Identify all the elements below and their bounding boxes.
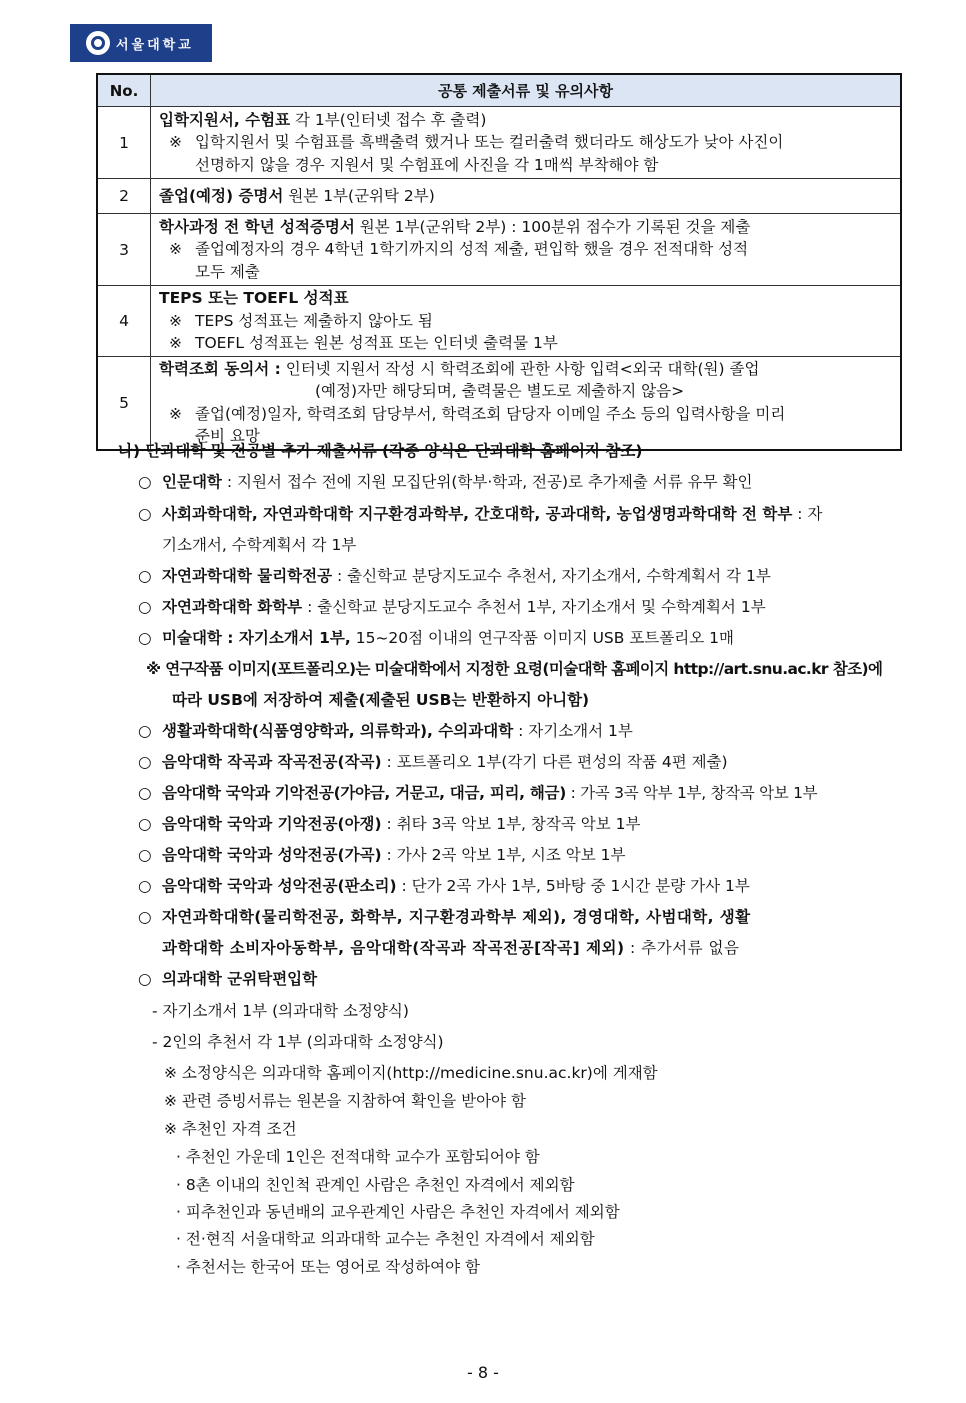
circle-bullet-icon: ○: [138, 846, 152, 864]
row-number: 1: [97, 107, 151, 179]
row-note: 졸업예정자의 경우 4학년 1학기까지의 성적 제출, 편입학 했을 경우 전적대학 성적: [195, 240, 749, 259]
item-text: : 취타 3곡 악보 1부, 창작곡 악보 1부: [381, 815, 641, 833]
item-text: : 자기소개서 1부: [513, 722, 633, 740]
circle-bullet-icon: ○: [138, 970, 152, 988]
item-text-continued: 기소개서, 수학계획서 각 1부: [162, 536, 357, 554]
item-title: 음악대학 국악과 성악전공(가곡): [162, 846, 382, 864]
row-content: [151, 179, 902, 214]
note-symbol: ※: [169, 404, 182, 423]
circle-bullet-icon: ○: [138, 784, 152, 802]
page-number: - 8 -: [467, 1363, 499, 1382]
row-text: 원본 1부(군위탁 2부) : 100분위 점수가 기록된 것을 제출: [354, 217, 751, 236]
row-text: 각 1부(인터넷 접수 후 출력): [290, 110, 487, 129]
item-title: 미술대학 : 자기소개서 1부,: [162, 629, 351, 647]
item-text: : 단가 2곡 가사 1부, 5바탕 중 1시간 분량 가사 1부: [396, 877, 750, 895]
bullet-item: · 8촌 이내의 친인척 관계인 사람은 추천인 자격에서 제외함: [176, 1176, 575, 1194]
table-row: [97, 356, 901, 450]
table-header-row: [97, 74, 901, 107]
item-title: 음악대학 국악과 성악전공(판소리): [162, 877, 397, 895]
item-text: : 추가서류 없음: [624, 939, 740, 957]
row-text-continued: (예정)자만 해당되며, 출력물은 별도로 제출하지 않음>: [315, 382, 685, 400]
circle-bullet-icon: ○: [138, 722, 152, 740]
item-text-continued: [162, 937, 739, 959]
table-row: [97, 286, 901, 357]
list-item: [138, 565, 771, 587]
row-title: 학력조회 동의서 :: [159, 359, 281, 378]
item-text: : 출신학교 분당지도교수 추천서 1부, 자기소개서 및 수학계획서 1부: [302, 598, 766, 616]
circle-bullet-icon: ○: [138, 753, 152, 771]
row-note: TEPS 성적표는 제출하지 않아도 됨: [195, 311, 433, 330]
note-symbol: ※: [169, 240, 182, 259]
circle-bullet-icon: ○: [138, 815, 152, 833]
university-logo: [70, 24, 212, 62]
item-title: 의과대학 군위탁편입학: [162, 970, 318, 988]
note-symbol: ※: [169, 334, 182, 352]
note-item: ※ 추천인 자격 조건: [164, 1120, 297, 1138]
row-note: 준비 요망: [195, 427, 260, 445]
note-item: ※ 관련 증빙서류는 원본을 지참하여 확인을 받아야 함: [164, 1092, 526, 1110]
list-item: [138, 906, 751, 928]
list-item: [138, 471, 752, 493]
bullet-item: · 추천인 가운데 1인은 전적대학 교수가 포함되어야 함: [176, 1148, 540, 1166]
item-text: : 포트폴리오 1부(각기 다른 편성의 작품 4편 제출): [381, 753, 728, 771]
dash-item: - 자기소개서 1부 (의과대학 소정양식): [152, 1002, 409, 1020]
item-text: : 지원서 접수 전에 지원 모집단위(학부·학과, 전공)로 추가제출 서류 유무 확인: [221, 473, 753, 491]
header-no: No.: [97, 74, 151, 107]
item-title: 자연과학대학(물리학전공, 화학부, 지구환경과학부 제외), 경영대학, 사범대학, 생활: [162, 908, 751, 926]
circle-bullet-icon: ○: [138, 629, 152, 647]
note-symbol: ※: [169, 311, 182, 330]
row-note: 졸업(예정)일자, 학력조회 담당부서, 학력조회 담당자 이메일 주소 등의 입력사항을 미리: [195, 404, 786, 423]
list-item: [138, 968, 317, 990]
list-item: [138, 627, 734, 649]
note-symbol: ※: [169, 133, 182, 152]
list-item: [138, 503, 822, 525]
list-item: [138, 596, 766, 618]
circle-bullet-icon: ○: [138, 505, 152, 523]
header-title: 공통 제출서류 및 유의사항: [151, 74, 902, 107]
row-text: 원본 1부(군위탁 2부): [283, 186, 435, 205]
bullet-item: · 전·현직 서울대학교 의과대학 교수는 추천인 자격에서 제외함: [176, 1230, 595, 1248]
circle-bullet-icon: ○: [138, 908, 152, 926]
bullet-item: · 추천서는 한국어 또는 영어로 작성하여야 함: [176, 1258, 481, 1276]
section-heading: 나) 단과대학 및 전공별 추가 제출서류 (각종 양식은 단과대학 홈페이지 참조): [118, 442, 643, 460]
row-note: 모두 제출: [195, 262, 260, 281]
row-number: 5: [97, 356, 151, 450]
item-title: 음악대학 작곡과 작곡전공(작곡): [162, 753, 382, 771]
row-title: 학사과정 전 학년 성적증명서: [159, 217, 355, 236]
item-title: 생활과학대학(식품영양학과, 의류학과), 수의과대학: [162, 722, 514, 740]
row-content: [151, 214, 902, 286]
row-note: TOEFL 성적표는 원본 성적표 또는 인터넷 출력물 1부: [195, 334, 558, 352]
item-title-continued: 과학대학 소비자아동학부, 음악대학(작곡과 작곡전공[작곡] 제외): [162, 939, 625, 957]
item-title: 음악대학 국악과 기악전공(가야금, 거문고, 대금, 피리, 해금): [162, 784, 566, 802]
row-title: TEPS 또는 TOEFL 성적표: [159, 289, 349, 307]
list-item: [138, 844, 625, 866]
list-item: [138, 813, 640, 835]
list-item: [138, 720, 633, 742]
item-text: : 출신학교 분당지도교수 추천서, 자기소개서, 수학계획서 각 1부: [332, 567, 771, 585]
dash-item: - 2인의 추천서 각 1부 (의과대학 소정양식): [152, 1033, 444, 1051]
row-content: [151, 286, 902, 357]
row-title: 졸업(예정) 증명서: [159, 186, 284, 205]
university-seal-icon: [86, 31, 110, 55]
logo-text: 서울대학교: [116, 37, 194, 53]
row-content: [151, 107, 902, 179]
circle-bullet-icon: ○: [138, 598, 152, 616]
art-note-continued: 따라 USB에 저장하여 제출(제출된 USB는 반환하지 아니함): [172, 691, 590, 709]
row-note: 선명하지 않을 경우 지원서 및 수험표에 사진을 각 1매씩 부착해야 함: [195, 155, 659, 174]
row-number: 4: [97, 286, 151, 357]
table-row: [97, 179, 901, 214]
row-content: [151, 356, 902, 450]
item-text: : 가곡 3곡 악부 1부, 창작곡 악보 1부: [565, 784, 818, 802]
list-item: [138, 875, 750, 897]
circle-bullet-icon: ○: [138, 567, 152, 585]
circle-bullet-icon: ○: [138, 877, 152, 895]
table-row: [97, 214, 901, 286]
item-title: 음악대학 국악과 기악전공(아쟁): [162, 815, 382, 833]
item-title: 사회과학대학, 자연과학대학 지구환경과학부, 간호대학, 공과대학, 농업생명과학대학 전 학부: [162, 505, 793, 523]
item-text: 15~20점 이내의 연구작품 이미지 USB 포트폴리오 1매: [350, 629, 734, 647]
item-text: : 자: [792, 505, 823, 523]
row-number: 3: [97, 214, 151, 286]
list-item: [138, 751, 728, 773]
art-note: ※ 연구작품 이미지(포트폴리오)는 미술대학에서 지정한 요령(미술대학 홈페이지 http://art.snu.ac.kr 참조)에: [146, 660, 883, 678]
item-text: : 가사 2곡 악보 1부, 시조 악보 1부: [381, 846, 626, 864]
item-title: 자연과학대학 물리학전공: [162, 567, 333, 585]
note-item: ※ 소정양식은 의과대학 홈페이지(http://medicine.snu.ac.kr)에 게재함: [164, 1064, 658, 1082]
common-documents-table: [96, 73, 902, 451]
row-note: 입학지원서 및 수험표를 흑백출력 했거나 또는 컬러출력 했더라도 해상도가 낮아 사진이: [195, 133, 784, 152]
row-title: 입학지원서, 수험표: [159, 110, 291, 129]
item-title: 인문대학: [162, 473, 222, 491]
row-text: 인터넷 지원서 작성 시 학력조회에 관한 사항 입력<외국 대학(원) 졸업: [280, 359, 760, 378]
bullet-item: · 피추천인과 동년배의 교우관계인 사람은 추천인 자격에서 제외함: [176, 1203, 620, 1221]
table-row: [97, 107, 901, 179]
circle-bullet-icon: ○: [138, 473, 152, 491]
item-title: 자연과학대학 화학부: [162, 598, 303, 616]
row-number: 2: [97, 179, 151, 214]
list-item: [138, 782, 817, 804]
